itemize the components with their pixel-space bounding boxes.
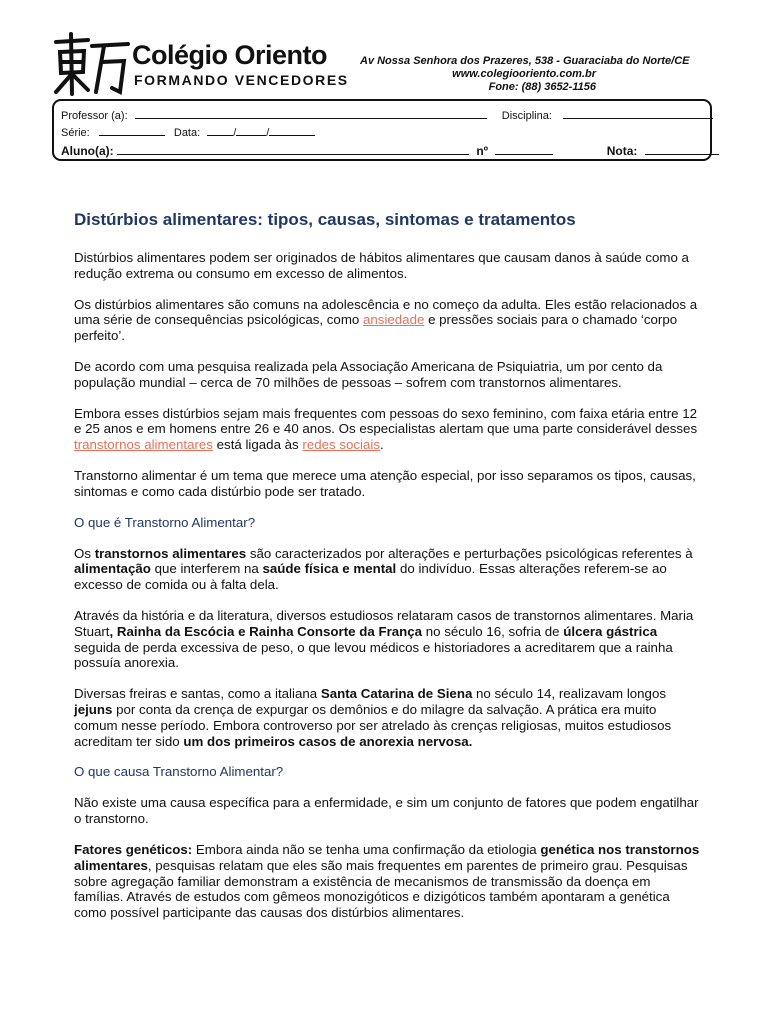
text: são caracterizados por alterações e perturbações psicológicas referentes à [246, 545, 693, 561]
school-contact [354, 55, 714, 94]
bold-text: , Rainha da Escócia e Rainha Consorte da França [109, 623, 423, 639]
article-title: Distúrbios alimentares: tipos, causas, sintomas e tratamentos [74, 210, 576, 229]
text: e pressões sociais para o chamado ‘corpo perfeito’. [74, 312, 678, 344]
text: , pesquisas relatam que eles são mais frequentes em parentes de primeiro grau. Pesquisas sobre agregação familiar demonstram a existência de mecanismos de transmissão da doença em famílias. Através de estudos com gêmeos monozigóticos e dizigóticos também apontaram a genética como possível participante das causas dos distúrbios alimentares. [74, 857, 688, 921]
letterhead [52, 30, 718, 98]
bold-text: um dos primeiros casos de anorexia nervosa. [183, 733, 473, 749]
form-row-serie [61, 126, 315, 139]
student-info-form [52, 99, 712, 161]
data-month-field[interactable] [236, 126, 266, 136]
bold-text: alimentação [74, 561, 151, 577]
school-phone: Fone: (88) 3652-1156 [488, 81, 596, 93]
bold-text: Fatores genéticos: [74, 841, 193, 857]
link-transtornos-alimentares[interactable]: transtornos alimentares [74, 437, 213, 453]
paragraph: Distúrbios alimentares podem ser originados de hábitos alimentares que causam danos à saúde como a redução extrema ou consumo em excesso de alimentos. [74, 250, 689, 281]
bold-text: úlcera gástrica [563, 623, 658, 639]
text: Os [74, 545, 95, 561]
bold-text: jejuns [74, 701, 113, 717]
aluno-label: Aluno(a): [61, 144, 114, 158]
numero-field[interactable] [495, 145, 553, 155]
bold-text: Santa Catarina de Siena [320, 686, 473, 702]
link-ansiedade[interactable]: ansiedade [363, 312, 425, 328]
professor-label: Professor (a): [61, 110, 128, 122]
numero-label: nº [476, 144, 489, 158]
school-address: Av Nossa Senhora dos Prazeres, 538 - Guaraciaba do Norte/CE [360, 55, 690, 67]
data-year-field[interactable] [269, 126, 315, 136]
section-heading-cause: O que causa Transtorno Alimentar? [74, 764, 284, 780]
link-redes-sociais[interactable]: redes sociais [302, 437, 381, 453]
disciplina-field[interactable] [563, 109, 713, 119]
text: Os distúrbios alimentares são comuns na adolescência e no começo da adulta. Eles estão relacionados a uma série de consequências psicológicas, como [74, 296, 698, 328]
serie-field[interactable] [99, 126, 165, 136]
data-label: Data: [173, 127, 201, 139]
professor-field[interactable] [135, 109, 487, 119]
bold-text: genética nos transtornos alimentares [74, 841, 700, 873]
paragraph [74, 608, 700, 671]
paragraph [74, 686, 700, 749]
text: Diversas freiras e santas, como a italiana [74, 686, 321, 702]
nota-field[interactable] [645, 145, 719, 155]
form-row-aluno [61, 144, 719, 158]
disciplina-label: Disciplina: [501, 110, 552, 122]
article-body [74, 208, 700, 936]
nota-label: Nota: [606, 144, 638, 158]
section-heading-what: O que é Transtorno Alimentar? [74, 514, 256, 530]
school-tagline: FORMANDO VENCEDORES [134, 72, 349, 88]
text: no século 16, sofria de [422, 623, 564, 639]
text: seguida de perda excessiva de peso, o que levou médicos e historiadores a acreditarem que a rainha possuía anorexia. [74, 639, 673, 671]
text: Através da história e da literatura, diversos estudiosos relataram casos de transtornos alimentares. Maria Stuart [74, 607, 694, 639]
date-separator: / [233, 127, 237, 139]
data-day-field[interactable] [207, 126, 233, 136]
text: Embora ainda não se tenha uma confirmação da etiologia [192, 841, 541, 857]
text: no século 14, realizavam longos [472, 686, 666, 702]
serie-label: Série: [61, 127, 90, 139]
bold-text: transtornos alimentares [94, 545, 247, 561]
paragraph: De acordo com uma pesquisa realizada pela Associação Americana de Psiquiatria, um por cento da população mundial – cerca de 70 milhões de pessoas – sofrem com transtornos alimentares. [74, 358, 663, 390]
text: por conta da crença de expurgar os demônios e do milagre da salvação. A prática era muito comum nesse período. Embora controverso por ser atrelado às crenças religiosas, muitos estudiosos acreditam ter sido [74, 701, 672, 749]
aluno-field[interactable] [117, 145, 469, 155]
paragraph [74, 297, 700, 344]
paragraph [74, 546, 700, 593]
text: do indivíduo. Essas alterações referem-se ao excesso de comida ou à falta dela. [74, 561, 667, 593]
text: que interferem na [150, 561, 263, 577]
school-logo-icon [52, 32, 130, 98]
bold-text: saúde física e mental [262, 561, 397, 577]
paragraph: Transtorno alimentar é um tema que merece uma atenção especial, por isso separamos os tipos, causas, sintomas e como cada distúrbio pode ser tratado. [74, 467, 696, 499]
form-row-professor [61, 109, 713, 122]
paragraph: Não existe uma causa específica para a enfermidade, e sim um conjunto de fatores que podem engatilhar o transtorno. [74, 795, 699, 827]
text: . [380, 437, 384, 453]
date-separator: / [266, 127, 270, 139]
text: está ligada às [212, 437, 303, 453]
paragraph [74, 842, 700, 921]
paragraph [74, 406, 700, 453]
text: Embora esses distúrbios sejam mais frequentes com pessoas do sexo feminino, com faixa etária entre 12 e 25 anos e em homens entre 26 e 40 anos. Os especialistas alertam que uma parte considerável desses [74, 405, 698, 437]
school-website: www.colegiooriento.com.br [452, 68, 596, 80]
school-name: Colégio Oriento [132, 40, 327, 70]
